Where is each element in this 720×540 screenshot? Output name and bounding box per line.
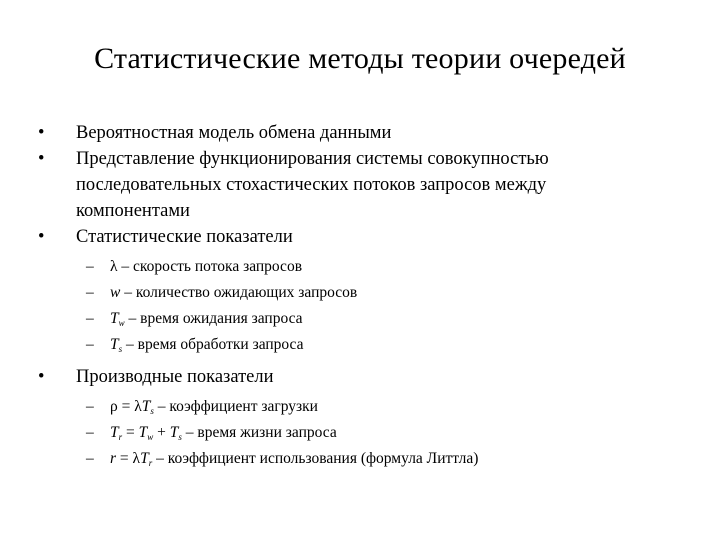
bullet-text-line: Представление функционирования системы совокупностью (76, 149, 549, 169)
bullet-text: Статистические показатели (76, 227, 293, 247)
dash-icon: – (86, 284, 94, 301)
bullet-list (38, 120, 688, 472)
symbol-t: T (110, 424, 119, 441)
sub-item-lambda (38, 254, 688, 280)
symbol-w: w (110, 284, 121, 301)
bullet-text: Производные показатели (76, 367, 274, 387)
dash-icon: – (86, 310, 94, 327)
symbol-t: T (138, 424, 148, 441)
symbol-lambda: λ (134, 398, 142, 415)
sub-item-rho (38, 394, 688, 420)
bullet-item-model (38, 120, 688, 146)
sub-item-tw (38, 306, 688, 332)
dash-icon: – (86, 424, 94, 441)
subscript-r: r (118, 432, 123, 442)
equals-sign: = (116, 450, 133, 467)
symbol-t: T (140, 450, 149, 467)
bullet-icon: • (38, 123, 45, 143)
symbol-t: T (110, 310, 119, 327)
sub-item-text: – время жизни запроса (181, 424, 337, 441)
slide-title: Статистические методы теории очередей (94, 42, 626, 75)
bullet-item-representation (38, 146, 688, 224)
symbol-r: r (110, 450, 117, 467)
subscript-s: s (150, 406, 154, 416)
bullet-icon: • (38, 367, 45, 387)
plus-sign: + (153, 424, 170, 441)
sub-item-tr (38, 420, 688, 446)
symbol-t: T (110, 336, 119, 353)
bullet-icon: • (38, 149, 45, 169)
sub-item-text: – коэффициент использования (формула Литтла) (152, 450, 479, 467)
equals-sign: = (117, 398, 135, 415)
sub-item-text: – время обработки запроса (122, 336, 304, 353)
subscript-r: r (148, 458, 153, 468)
symbol-lambda: λ (132, 450, 141, 467)
bullet-item-derived (38, 364, 688, 390)
subscript-w: w (118, 318, 125, 328)
equals-sign: = (122, 424, 139, 441)
bullet-text-line: последовательных стохастических потоков запросов между (76, 175, 547, 195)
sub-item-text: – время ожидания запроса (124, 310, 303, 327)
sub-item-text: – коэффициент загрузки (153, 398, 318, 415)
sub-item-w (38, 280, 688, 306)
symbol-lambda: λ (110, 258, 118, 275)
symbol-t: T (141, 398, 151, 415)
subscript-w: w (147, 432, 154, 442)
dash-icon: – (86, 258, 94, 275)
bullet-icon: • (38, 227, 45, 247)
bullet-text-line: компонентами (76, 201, 190, 221)
symbol-t: T (169, 424, 179, 441)
subscript-s: s (118, 344, 123, 354)
sub-item-text: – количество ожидающих запросов (120, 284, 358, 301)
sub-item-r (38, 446, 688, 472)
bullet-text: Вероятностная модель обмена данными (76, 123, 392, 143)
dash-icon: – (86, 450, 94, 467)
symbol-rho: ρ (110, 398, 118, 415)
sub-item-text: – скорость потока запросов (117, 258, 303, 275)
subscript-s: s (178, 432, 182, 442)
dash-icon: – (86, 398, 94, 415)
dash-icon: – (86, 336, 94, 353)
bullet-item-statistics (38, 224, 688, 250)
sub-item-ts (38, 332, 688, 358)
